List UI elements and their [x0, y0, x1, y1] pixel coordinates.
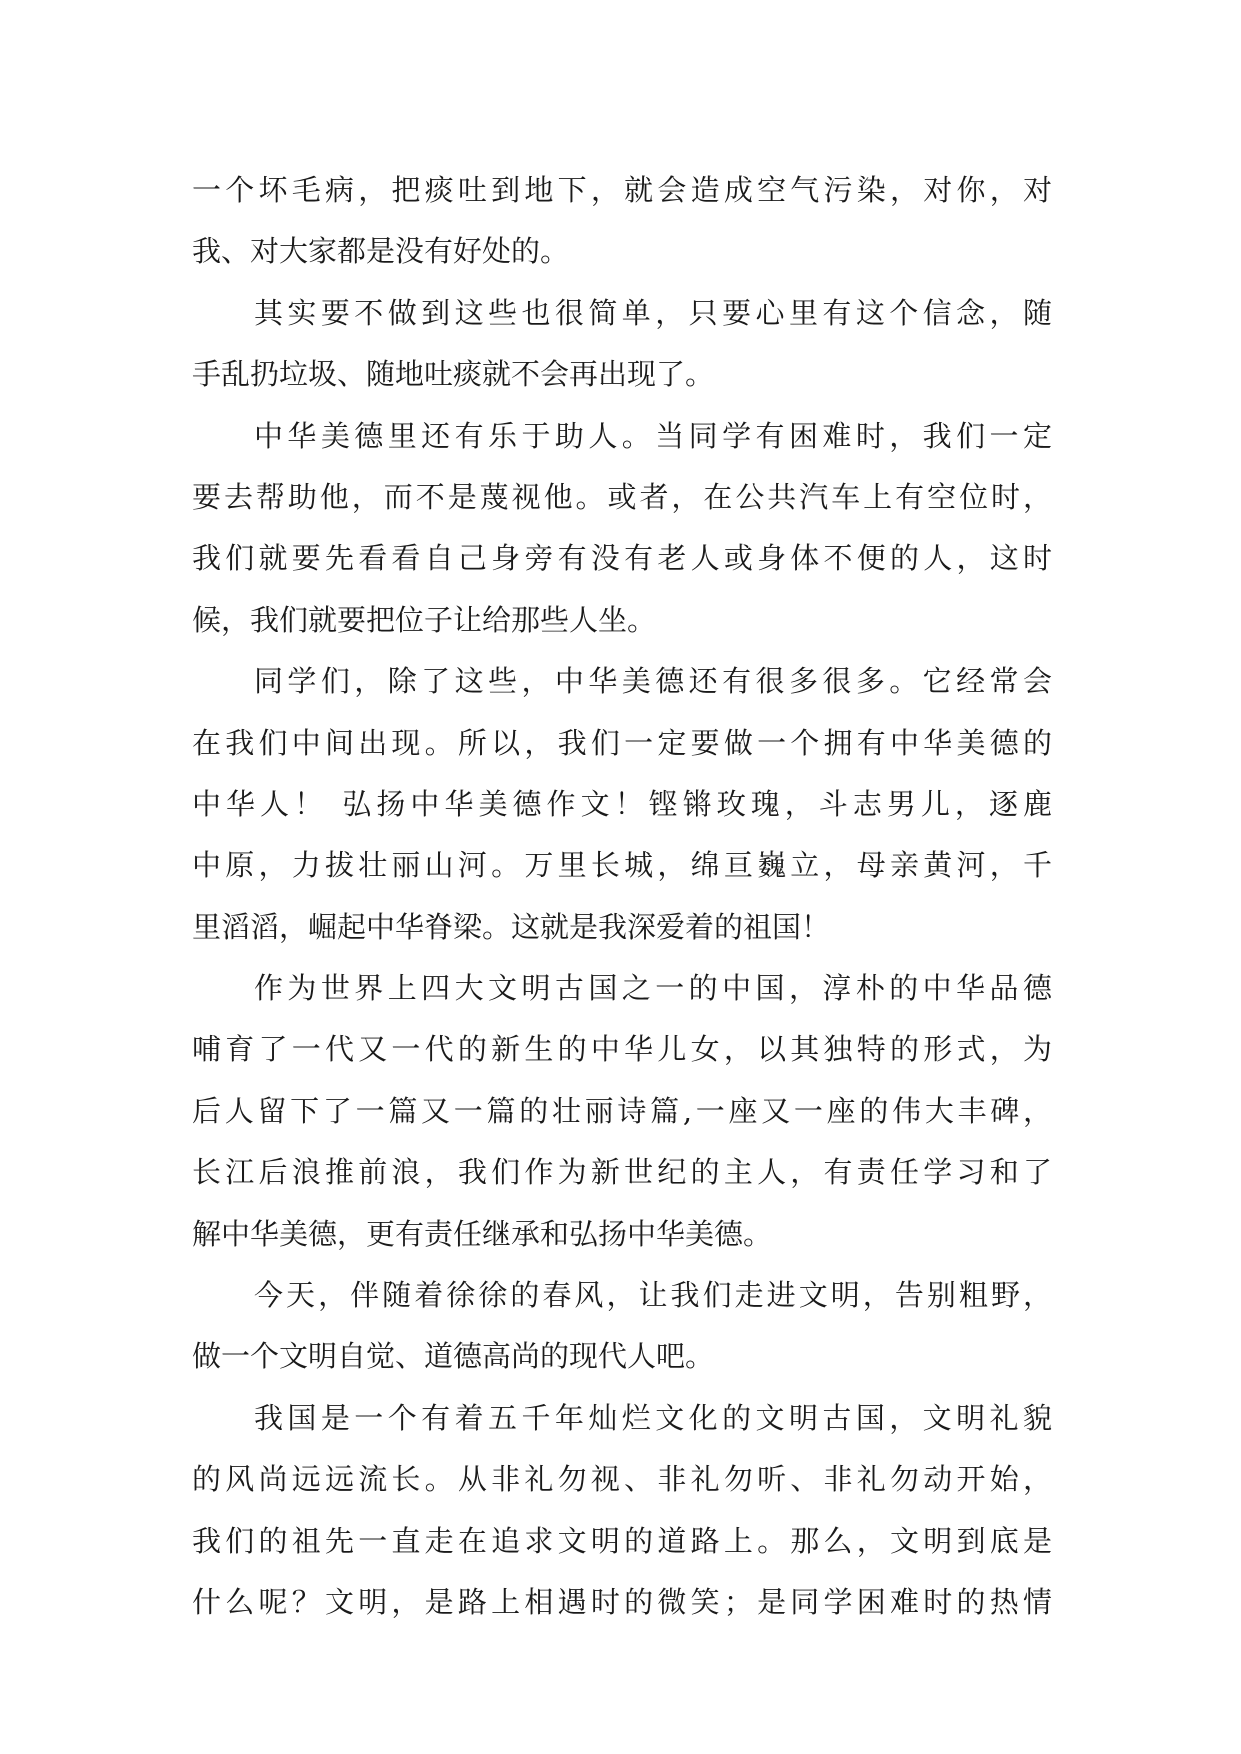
text-line: 什么呢？文明，是路上相遇时的微笑；是同学困难时的热情 — [192, 1584, 1052, 1619]
text-line: 哺育了一代又一代的新生的中华儿女，以其独特的形式，为 — [192, 1032, 1052, 1067]
text-line: 中原，力拔壮丽山河。万里长城，绵亘巍立，母亲黄河，千 — [192, 848, 1052, 883]
paragraph-first-line: 中华美德里还有乐于助人。当同学有困难时，我们一定 — [254, 418, 1052, 453]
text-line: 解中华美德，更有责任继承和弘扬中华美德。 — [192, 1216, 773, 1251]
paragraph-first-line: 作为世界上四大文明古国之一的中国，淳朴的中华品德 — [254, 971, 1052, 1006]
text-line: 我们的祖先一直走在追求文明的道路上。那么，文明到底是 — [192, 1523, 1052, 1558]
text-line: 我们就要先看看自己身旁有没有老人或身体不便的人，这时 — [192, 541, 1052, 576]
text-line: 里滔滔，崛起中华脊梁。这就是我深爱着的祖国！ — [192, 909, 831, 944]
text-line: 要去帮助他，而不是蔑视他。或者，在公共汽车上有空位时， — [192, 479, 1052, 514]
text-line: 候，我们就要把位子让给那些人坐。 — [192, 602, 657, 637]
paragraph-first-line: 其实要不做到这些也很简单，只要心里有这个信念，随 — [254, 295, 1052, 330]
text-line: 我、对大家都是没有好处的。 — [192, 234, 570, 269]
text-line: 手乱扔垃圾、随地吐痰就不会再出现了。 — [192, 357, 715, 392]
text-line: 一个坏毛病，把痰吐到地下，就会造成空气污染，对你，对 — [192, 173, 1052, 207]
paragraph-first-line: 今天，伴随着徐徐的春风，让我们走进文明，告别粗野， — [254, 1278, 1052, 1313]
body-text — [192, 160, 1052, 1633]
text-line: 中华人！ 弘扬中华美德作文！铿锵玫瑰，斗志男儿，逐鹿 — [192, 786, 1052, 821]
paragraph-first-line: 我国是一个有着五千年灿烂文化的文明古国，文明礼貌 — [254, 1400, 1052, 1435]
text-line: 长江后浪推前浪，我们作为新世纪的主人，有责任学习和了 — [192, 1155, 1052, 1190]
text-line: 在我们中间出现。所以，我们一定要做一个拥有中华美德的 — [192, 725, 1052, 760]
text-line: 后人留下了一篇又一篇的壮丽诗篇,一座又一座的伟大丰碑， — [192, 1093, 1052, 1128]
paragraph-first-line: 同学们，除了这些，中华美德还有很多很多。它经常会 — [254, 664, 1052, 699]
text-line: 做一个文明自觉、道德高尚的现代人吧。 — [192, 1339, 715, 1374]
text-line: 的风尚远远流长。从非礼勿视、非礼勿听、非礼勿动开始， — [192, 1462, 1052, 1497]
